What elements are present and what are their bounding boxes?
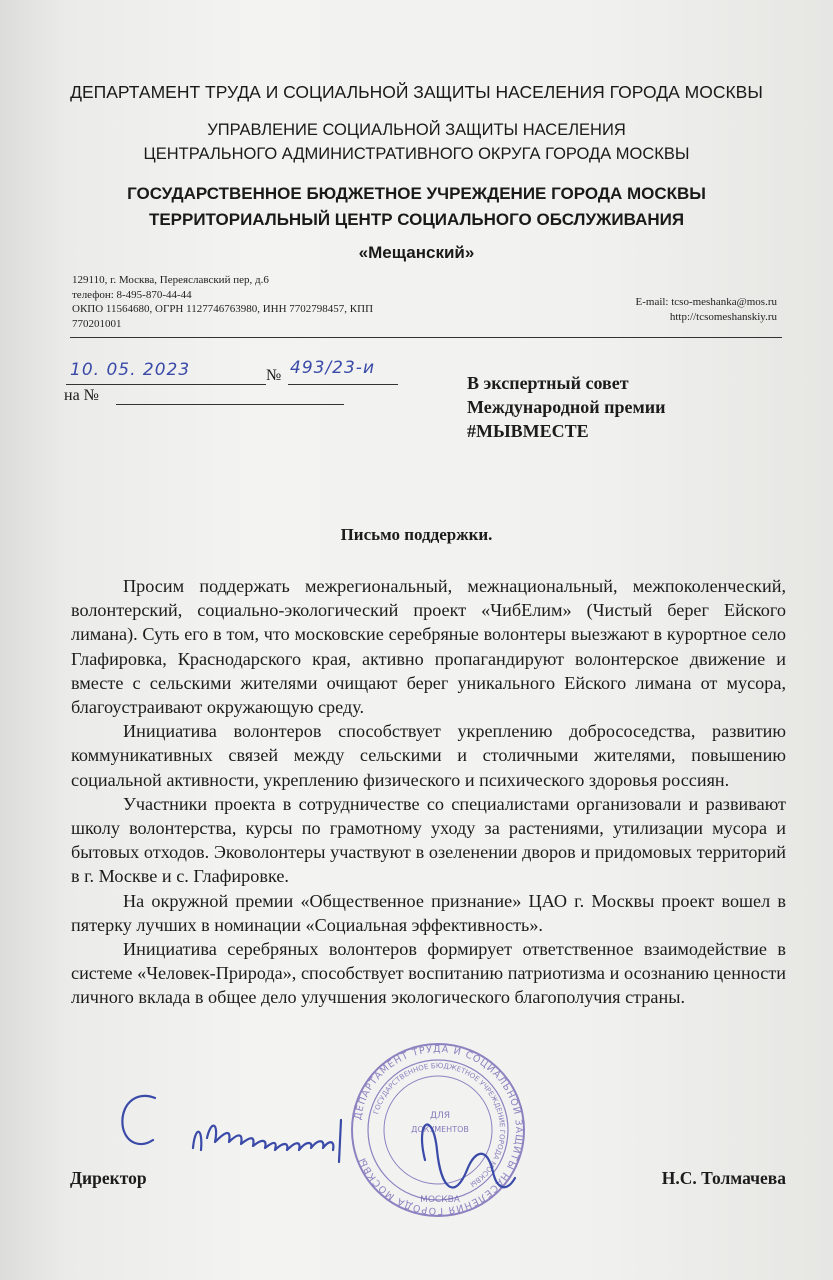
phone: телефон: 8-495-870-44-44 [72,288,192,301]
stamp-center-bottom: ДОКУМЕНТОВ [411,1125,469,1134]
addressee-line-3: #МЫВМЕСТЕ [467,421,589,441]
institution-line-2: ТЕРРИТОРИАЛЬНЫЙ ЦЕНТР СОЦИАЛЬНОГО ОБСЛУЖИВАНИЯ [148,210,685,229]
paragraph: Участники проекта в сотрудничестве со специалистами организовали и развивают школу волонтерства, курсы по грамотному уходу за растениями, утилизации мусора и бытовых отходов. Эковолонтеры участвуют в озеленении дворов и придомовых территорий в г. Москве и с. Глафировке. [71,793,786,887]
letter-body [71,574,786,1010]
management-line-2: ЦЕНТРАЛЬНОГО АДМИНИСТРАТИВНОГО ОКРУГА ГОРОДА МОСКВЫ [143,145,690,163]
header-divider [70,337,782,338]
stamp-inner-text: ГОСУДАРСТВЕННОЕ БЮДЖЕТНОЕ УЧРЕЖДЕНИЕ ГОРОДА МОСКВЫ [372,1061,507,1189]
addressee-line-1: В экспертный совет [467,373,629,393]
address: 129110, г. Москва, Переяславский пер, д.6 [72,274,269,286]
signature-scribble [422,1125,515,1188]
handwritten-signature [115,1080,535,1240]
addressee-line-2: Международной премии [467,397,666,417]
paragraph: Просим поддержать межрегиональный, межнациональный, межпоколенческий, волонтерский, социально-экологический проект «ЧибЕлим» (Чистый берег Ейского лимана). Суть его в том, что московские серебряные волонтеры выезжают в курортное село Глафировка, Краснодарского края, активно пропагандируют волонтерское движение и вместе с сельскими жителями очищают берег уникального Ейского лимана от мусора, благоустраивают окружающую среду. [71,576,786,718]
paragraph: На окружной премии «Общественное признание» ЦАО г. Москвы проект вошел в пятерку лучших в номинации «Социальная эффективность». [71,890,786,935]
letter-date: 10. 05. 2023 [70,360,191,380]
department-name: ДЕПАРТАМЕНТ ТРУДА И СОЦИАЛЬНОЙ ЗАЩИТЫ НАСЕЛЕНИЯ ГОРОДА МОСКВЫ [70,82,763,102]
email: E-mail: tcso-meshanka@mos.ru [635,296,777,308]
management-line-1: УПРАВЛЕНИЕ СОЦИАЛЬНОЙ ЗАЩИТЫ НАСЕЛЕНИЯ [207,121,626,139]
paragraph: Инициатива серебряных волонтеров формирует ответственное взаимодействие в системе «Человек-Природа», способствует воспитанию патриотизма и осознанию ценности личного вклада в общее дело улучшения экологического благополучия страны. [71,939,786,1008]
registration-codes: ОКПО 11564680, ОГРН 1127746763980, ИНН 7702798457, КПП [72,303,374,315]
stamp-center-top: ДЛЯ [429,1111,451,1121]
number-label: № [266,367,282,384]
institution-line-1: ГОСУДАРСТВЕННОЕ БЮДЖЕТНОЕ УЧРЕЖДЕНИЕ ГОРОДА МОСКВЫ [127,184,706,203]
closing-word [193,1120,341,1162]
letter-title: Письмо поддержки. [340,525,493,544]
website: http://tcsomeshanskiy.ru [669,310,777,323]
institution-name: «Мещанский» [358,243,475,262]
contacts-block [636,295,778,324]
number-underline [288,384,398,385]
letter-number: 493/23-и [290,358,375,378]
paragraph: Инициатива волонтеров способствует укреплению добрососедства, развитию коммуникативных связей между сельскими и столичными жителями, повышению социальной активности, укреплению физического и психического здоровья россиян. [71,721,786,790]
registration-codes-cont: 770201001 [72,317,122,330]
signatory-position: Директор [70,1168,147,1188]
closing-letter-c [122,1096,155,1144]
date-underline [66,384,266,385]
address-block [72,273,373,331]
stamp-outer-text: ДЕПАРТАМЕНТ ТРУДА И СОЦИАЛЬНОЙ ЗАЩИТЫ НАСЕЛЕНИЯ ГОРОДА МОСКВЫ [352,1043,525,1217]
signatory-name: Н.С. Толмачева [661,1168,786,1188]
stamp-bottom-text: МОСКВА [420,1195,460,1205]
reply-label: на № [64,387,99,404]
reply-underline [116,404,344,405]
